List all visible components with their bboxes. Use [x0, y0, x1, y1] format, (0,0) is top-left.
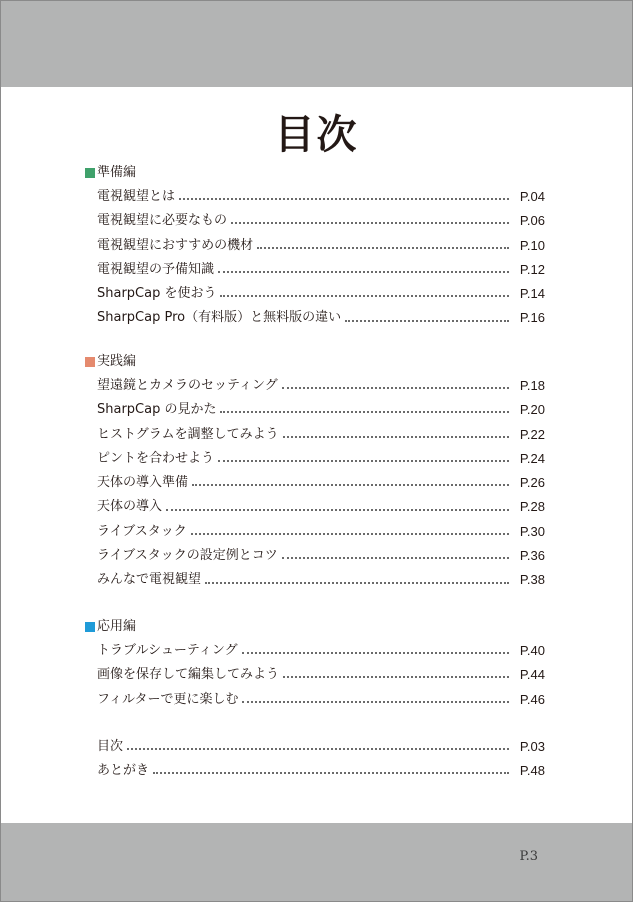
dot-leader — [345, 320, 509, 322]
page-number: P.3 — [519, 849, 538, 864]
entry-page: P.44 — [519, 667, 545, 683]
orange-square-icon — [85, 357, 95, 367]
entry-page: P.24 — [519, 450, 545, 466]
entry-label: 天体の導入準備 — [97, 475, 189, 491]
entry-page: P.22 — [519, 426, 545, 442]
entry-page: P.10 — [519, 237, 545, 253]
entry-page: P.28 — [519, 499, 545, 515]
toc-entry[interactable] — [97, 639, 545, 663]
dot-leader — [242, 701, 509, 703]
toc-entry[interactable] — [97, 759, 545, 783]
dot-leader — [231, 222, 509, 224]
section-header-prep — [85, 161, 545, 185]
entry-page: P.26 — [519, 475, 545, 491]
toc-entry[interactable] — [97, 568, 545, 592]
dot-leader — [220, 411, 509, 413]
toc-entry[interactable] — [97, 688, 545, 712]
entry-label: ライブスタック — [97, 523, 187, 539]
section-applied — [85, 615, 545, 712]
dot-leader — [283, 676, 509, 678]
dot-leader — [282, 387, 509, 389]
dot-leader — [153, 772, 509, 774]
dot-leader — [166, 509, 509, 511]
toc-entry[interactable] — [97, 495, 545, 519]
entry-label: SharpCap を使おう — [97, 286, 217, 302]
entry-page: P.30 — [519, 523, 545, 539]
toc-entry[interactable] — [97, 258, 545, 282]
dot-leader — [191, 533, 509, 535]
dot-leader — [218, 271, 509, 273]
entry-page: P.18 — [519, 378, 545, 393]
dot-leader — [192, 484, 509, 486]
dot-leader — [220, 295, 509, 297]
toc-entry[interactable] — [97, 471, 545, 495]
toc-entry[interactable] — [97, 735, 545, 759]
dot-leader — [242, 652, 509, 654]
dot-leader — [283, 436, 509, 438]
toc-entry[interactable] — [97, 282, 545, 306]
entry-page: P.40 — [519, 643, 545, 658]
toc-entry[interactable] — [97, 374, 545, 398]
section-label: 応用編 — [97, 619, 137, 634]
entry-label: 目次 — [97, 739, 124, 754]
entry-label: ピントを合わせよう — [97, 450, 215, 466]
dot-leader — [127, 748, 509, 750]
toc-entry[interactable] — [97, 520, 545, 544]
entry-label: フィルターで更に楽しむ — [97, 691, 239, 707]
toc-entry[interactable] — [97, 209, 545, 233]
toc-entry[interactable] — [97, 185, 545, 209]
entry-page: P.16 — [519, 310, 545, 326]
blue-square-icon — [85, 622, 95, 632]
section-prep — [85, 161, 545, 331]
entry-page: P.12 — [519, 261, 545, 277]
section-header-practice — [85, 350, 545, 374]
entry-page: P.03 — [519, 739, 545, 754]
entry-label: みんなで電視観望 — [97, 572, 202, 588]
entry-page: P.46 — [519, 691, 545, 707]
toc-entry[interactable] — [97, 234, 545, 258]
dot-leader — [179, 198, 509, 200]
footer-band — [1, 823, 632, 901]
dot-leader — [218, 460, 509, 462]
section-practice — [85, 350, 545, 593]
dot-leader — [205, 582, 509, 584]
entry-label: 画像を保存して編集してみよう — [97, 667, 280, 683]
entry-page: P.20 — [519, 402, 545, 418]
toc-entry[interactable] — [97, 423, 545, 447]
section-header-applied — [85, 615, 545, 639]
entry-page: P.04 — [519, 189, 545, 204]
section-label: 実践編 — [97, 354, 137, 369]
dot-leader — [282, 557, 509, 559]
entry-label: 電視観望の予備知識 — [97, 261, 215, 277]
entry-page: P.14 — [519, 286, 545, 302]
entry-label: 電視観望におすすめの機材 — [97, 237, 254, 253]
entry-page: P.06 — [519, 213, 545, 229]
entry-label: 天体の導入 — [97, 499, 163, 515]
toc-entry[interactable] — [97, 306, 545, 330]
section-extra — [85, 735, 545, 784]
entry-page: P.36 — [519, 548, 545, 564]
section-label: 準備編 — [97, 165, 137, 180]
entry-label: あとがき — [97, 763, 150, 779]
entry-label: 電視観望に必要なもの — [97, 213, 228, 229]
page-title: 目次 — [274, 112, 359, 158]
entry-page: P.38 — [519, 572, 545, 588]
toc-entry[interactable] — [97, 663, 545, 687]
entry-label: ライブスタックの設定例とコツ — [97, 548, 278, 564]
entry-label: SharpCap の見かた — [97, 402, 217, 418]
toc-entry[interactable] — [97, 447, 545, 471]
entry-label: ヒストグラムを調整してみよう — [97, 426, 279, 442]
entry-label: SharpCap Pro（有料版）と無料版の違い — [97, 310, 342, 326]
toc-entry[interactable] — [97, 544, 545, 568]
entry-label: 電視観望とは — [97, 189, 176, 204]
dot-leader — [257, 247, 509, 249]
entry-label: トラブルシューティング — [97, 643, 238, 658]
toc-entry[interactable] — [97, 398, 545, 422]
entry-label: 望遠鏡とカメラのセッティング — [97, 378, 278, 393]
entry-page: P.48 — [519, 763, 545, 779]
header-band — [1, 1, 632, 87]
green-square-icon — [85, 168, 95, 178]
